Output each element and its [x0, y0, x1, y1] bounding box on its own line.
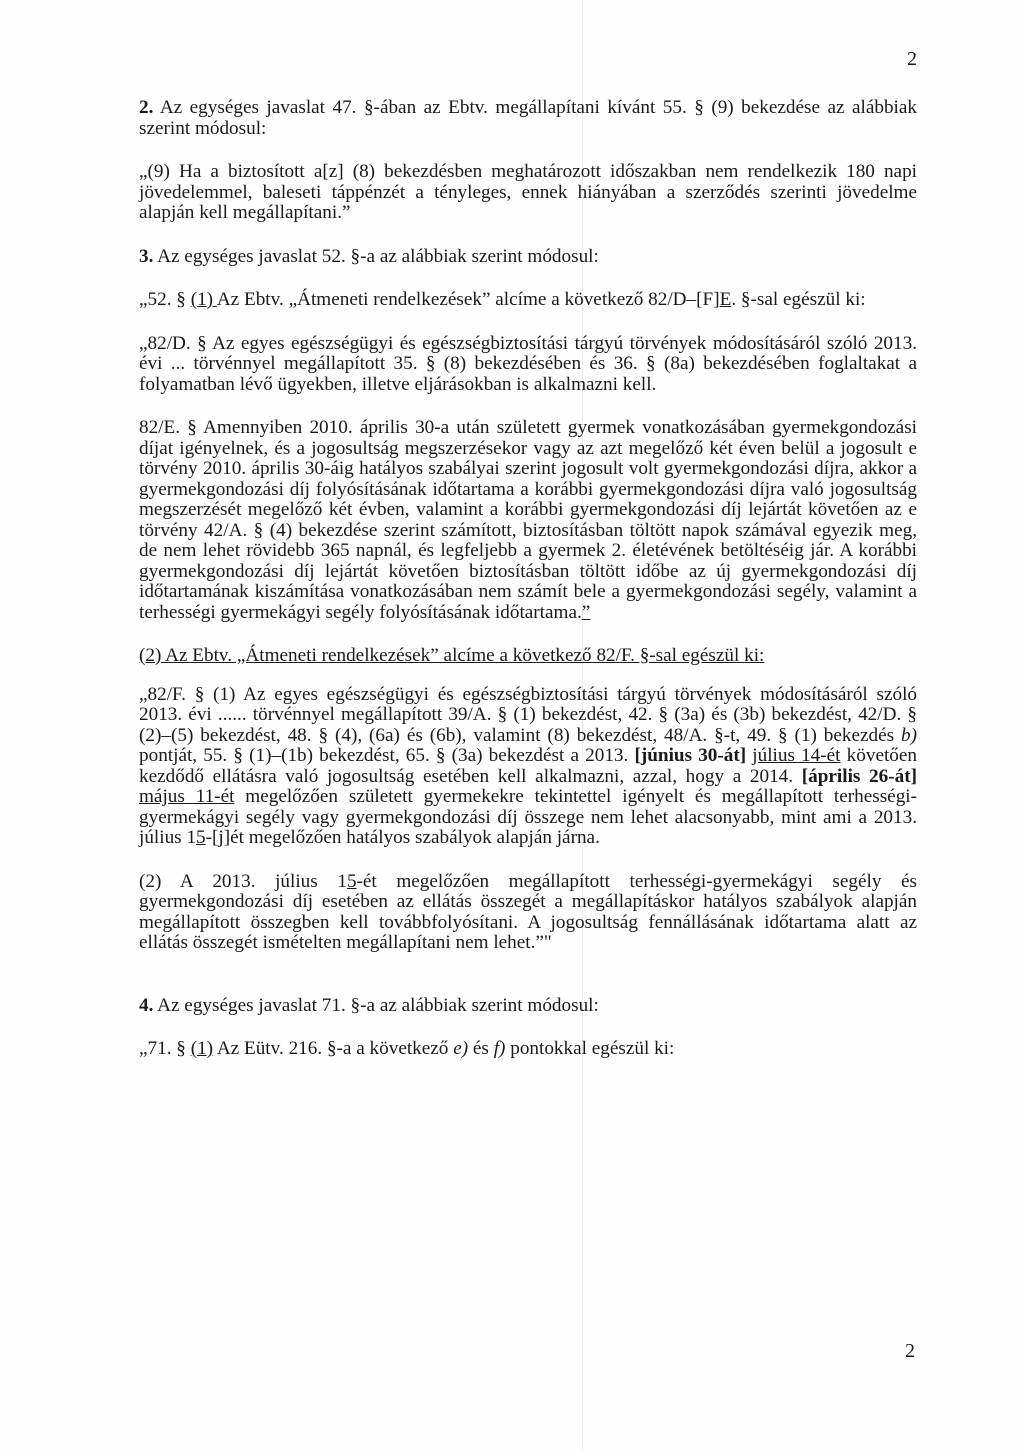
text-run: megelőzően született gyermekekre tekintettel igényelt és megállapított terhességi-gyermekágyi segély vagy gyermekgondozási díj összege nem lehet alacsonyabb, mint ami a 2013. július 1: [139, 786, 918, 848]
section-2-quote: „(9) Ha a biztosított a[z] (8) bekezdésben meghatározott időszakban nem rendelkezik 180 napi jövedelemmel, baleseti táppénzét a tényleges, ennek hiányában a szerződés szerinti jövedelme alapján kell megállapítani.”: [139, 161, 917, 223]
section-3-paragraph-1: [139, 290, 917, 311]
underlined-insert: E: [719, 289, 732, 310]
italic-run: f): [493, 1038, 506, 1059]
page-number-top: 2: [907, 48, 917, 70]
paragraph-82-f-2: [139, 872, 917, 954]
section-2-heading: [139, 98, 917, 139]
section-4-heading: [139, 996, 917, 1017]
text-run: -[j]ét megelőzően hatályos szabályok alapján járna.: [205, 827, 600, 848]
paragraph-82-e: [139, 418, 917, 623]
text-run: és: [468, 1038, 494, 1059]
text-run: „71. §: [139, 1038, 191, 1059]
text-run: -ét megelőzően megállapított terhességi-gyermekágyi segély és gyermekgondozási díj esetében az ellátás összegét a megállapításkor hatályos szabályok alapján megállapított összegben kell továbbfolyósítani. A jogosultság fennállásának időtartama alatt az ellátás összegét ismételten megállapítani nem lehet.”": [139, 870, 917, 953]
section-2-text: Az egységes javaslat 47. §-ában az Ebtv. megállapítani kívánt 55. § (9) bekezdése az alábbiak szerint módosul:: [139, 97, 917, 139]
paragraph-82-d: „82/D. § Az egyes egészségügyi és egészségbiztosítási tárgyú törvények módosításáról szóló 2013. évi ... törvénnyel megállapított 35. § (8) bekezdésében és 36. § (8a) bekezdésében foglaltakat a folyamatban lévő ügyekben, illetve eljárásokban is alkalmazni kell.: [139, 332, 917, 395]
underlined-insert: július 14-ét: [752, 745, 841, 766]
underlined-insert: ”: [581, 601, 591, 623]
section-4-paragraph-1: [139, 1039, 917, 1060]
text-run: . §-sal egészül ki:: [731, 289, 866, 310]
page-number-bottom: 2: [905, 1340, 915, 1362]
underlined-insert: május 11-ét: [139, 786, 235, 807]
underlined-insert: 5: [196, 827, 206, 848]
bold-deletion: [június 30-át]: [634, 745, 747, 766]
text-run: követően kezdődő ellátásra való jogosultság esetében kell alkalmazni, azzal, hogy a 2014.: [139, 745, 917, 787]
document-body: [139, 98, 917, 1060]
section-3-text: Az egységes javaslat 52. §-a az alábbiak szerint módosul:: [153, 245, 599, 267]
underlined-insert: (1): [190, 1038, 214, 1059]
underlined-insert: 5: [346, 870, 357, 892]
italic-run: e): [453, 1038, 469, 1059]
section-3-number: 3.: [139, 245, 154, 267]
text-run: pontját, 55. § (1)–(1b) bekezdést, 65. § (3a) bekezdést a 2013.: [139, 745, 635, 766]
text-run: „52. §: [139, 289, 191, 310]
underlined-insert: (1): [190, 289, 217, 310]
text-run: Az Ebtv. „Átmeneti rendelkezések” alcíme a következő 82/D–[F]: [216, 289, 720, 310]
bold-deletion: [április 26-át]: [801, 765, 917, 787]
section-3-heading: [139, 247, 917, 268]
text-run: Az Eütv. 216. §-a a következő: [213, 1038, 454, 1059]
text-run: (2) A 2013. július 1: [139, 870, 347, 892]
section-2-number: 2.: [139, 97, 154, 118]
section-4-text: Az egységes javaslat 71. §-a az alábbiak szerint módosul:: [153, 994, 599, 1016]
paragraph-82-f-1: [139, 685, 917, 849]
section-3-paragraph-2: (2) Az Ebtv. „Átmeneti rendelkezések” alcíme a következő 82/F. §-sal egészül ki:: [139, 645, 765, 666]
text-run: 82/E. § Amennyiben 2010. április 30-a után született gyermek vonatkozásában gyermekgondozási díjat igényelnek, és a jogosultság megszerzésekor vagy az azt megelőző két éven belül a jogosult e törvény 2010. április 30-áig hatályos szabályai szerint jogosult volt gyermekgondozási díjra, akkor a gyermekgondozási díj folyósításának időtartama a korábbi gyermekgondozási díjra való jogosultság megszerzését megelőző két évben, valamint a korábbi gyermekgondozási díj lejártát követően az e törvény 42/A. § (4) bekezdése szerint számított, biztosításban töltött napok számával egyezik meg, de nem lehet rövidebb 365 napnál, és legfeljebb a gyermek 2. életévének betöltéséig jár. A korábbi gyermekgondozási díj lejártát követően biztosításban töltött időbe az új gyermekgondozási díj időtartamának kiszámítása vonatkozásában nem számít bele a gyermekgondozási segély, valamint a terhességi gyermekágyi segély folyósításának időtartama.: [139, 417, 917, 623]
section-4-number: 4.: [139, 994, 154, 1016]
italic-run: b): [901, 724, 917, 746]
text-run: „82/F. § (1) Az egyes egészségügyi és egészségbiztosítási tárgyú törvények módosításáról szóló 2013. évi ...... törvénnyel megállapított 39/A. § (1) bekezdést, 42. § (3a) és (3b) bekezdést, 42/D. § (2)–(5) bekezdést, 48. § (4), (6a) és (6b), valamint (8) bekezdést, 48/A. §-t, 49. § (1) bekezdés: [139, 683, 917, 746]
text-run: pontokkal egészül ki:: [505, 1038, 675, 1059]
